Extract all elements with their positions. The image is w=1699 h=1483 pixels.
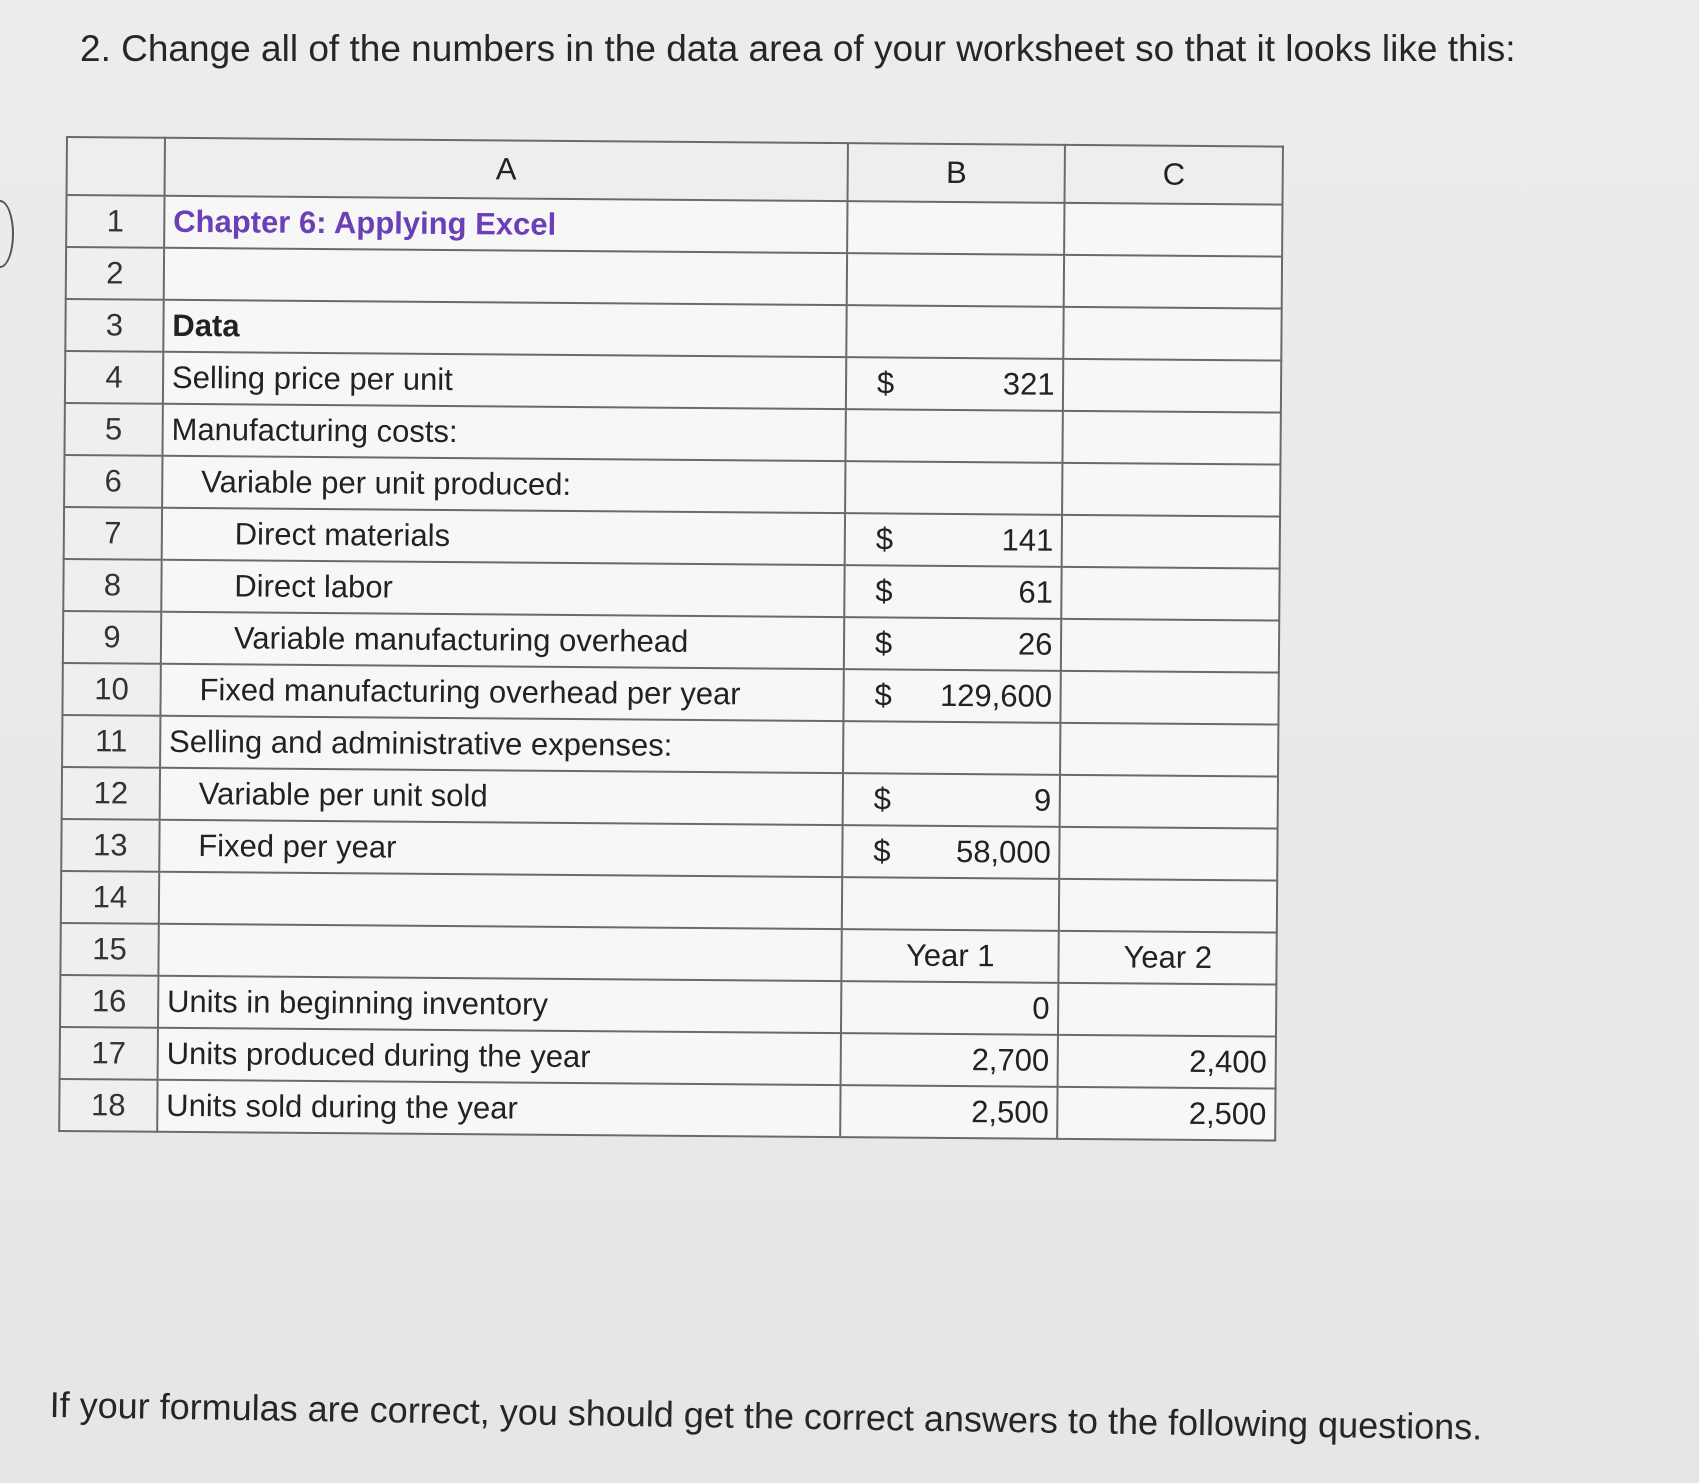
table-row: [62, 715, 1278, 777]
row-number[interactable]: 4: [65, 351, 163, 404]
cell-b[interactable]: [844, 565, 1062, 619]
cell-b[interactable]: [842, 825, 1060, 879]
worksheet: [58, 136, 1284, 1142]
row-number[interactable]: 5: [64, 403, 162, 456]
row-number[interactable]: 15: [60, 923, 158, 976]
currency-symbol: $: [874, 677, 892, 713]
cell-value: 58,000: [955, 834, 1051, 870]
table-row: [62, 767, 1278, 829]
cell-b[interactable]: 2,500: [840, 1085, 1058, 1139]
row-number[interactable]: 12: [62, 767, 160, 820]
cell-c[interactable]: [1060, 723, 1278, 777]
cell-a[interactable]: Variable per unit sold: [160, 768, 843, 825]
cell-a[interactable]: Chapter 6: Applying Excel: [164, 196, 847, 253]
worksheet-body: [59, 195, 1282, 1141]
instruction-heading: 2. Change all of the numbers in the data area of your worksheet so that it looks like this:: [80, 28, 1516, 69]
cell-a[interactable]: [159, 872, 842, 929]
column-header-row: [67, 137, 1283, 205]
cell-c[interactable]: [1060, 775, 1278, 829]
table-row: [63, 559, 1279, 621]
row-number[interactable]: 11: [62, 715, 160, 768]
cell-a[interactable]: [158, 924, 841, 981]
cell-a[interactable]: Fixed manufacturing overhead per year: [160, 664, 843, 721]
cell-b[interactable]: [847, 253, 1065, 307]
cell-c[interactable]: [1061, 619, 1279, 673]
table-row: [64, 403, 1280, 465]
cell-a[interactable]: Data: [163, 300, 846, 357]
table-row: [60, 1027, 1276, 1089]
table-row: [64, 507, 1280, 569]
cell-value: 321: [1002, 366, 1055, 402]
table-row: [60, 975, 1276, 1037]
cell-value: 26: [1017, 626, 1053, 662]
cell-a[interactable]: [164, 248, 847, 305]
cell-a[interactable]: Units in beginning inventory: [158, 976, 841, 1033]
row-number[interactable]: 13: [61, 819, 159, 872]
cell-b[interactable]: [845, 513, 1063, 567]
cell-a[interactable]: Selling and administrative expenses:: [160, 716, 843, 773]
cell-c[interactable]: [1061, 671, 1279, 725]
currency-value: [854, 521, 1054, 559]
cell-b[interactable]: [845, 409, 1063, 463]
cell-c[interactable]: Year 2: [1059, 931, 1277, 985]
cell-c[interactable]: [1064, 307, 1282, 361]
currency-symbol: $: [874, 625, 893, 661]
cell-c[interactable]: [1058, 983, 1276, 1037]
cell-c[interactable]: [1062, 567, 1280, 621]
currency-value: [851, 833, 1051, 871]
cell-b[interactable]: [843, 721, 1061, 775]
row-number[interactable]: 2: [66, 247, 164, 300]
table-row: [66, 247, 1282, 309]
currency-value: [853, 573, 1053, 611]
cell-c[interactable]: [1064, 255, 1282, 309]
row-number[interactable]: 1: [66, 195, 164, 248]
row-number[interactable]: 8: [63, 559, 161, 612]
cell-b[interactable]: [842, 877, 1060, 931]
cell-b[interactable]: [845, 461, 1063, 515]
table-row: [65, 299, 1281, 361]
row-number[interactable]: 6: [64, 455, 162, 508]
cell-c[interactable]: [1059, 879, 1277, 933]
cell-b[interactable]: [843, 773, 1061, 827]
cell-a[interactable]: Direct labor: [161, 560, 844, 617]
cell-b[interactable]: [847, 201, 1065, 255]
cell-a[interactable]: Units produced during the year: [157, 1028, 840, 1085]
cell-c[interactable]: 2,500: [1058, 1087, 1276, 1141]
paper-edge-arc: [0, 200, 14, 268]
table-row: [66, 195, 1282, 257]
cell-c[interactable]: [1062, 515, 1280, 569]
currency-symbol: $: [875, 573, 893, 609]
cell-a[interactable]: Units sold during the year: [157, 1080, 840, 1137]
column-header-c[interactable]: C: [1065, 145, 1283, 205]
table-row: [65, 351, 1281, 413]
cell-value: 141: [1001, 522, 1054, 558]
table-row: [61, 871, 1277, 933]
cell-a[interactable]: Manufacturing costs:: [162, 404, 845, 461]
table-row: [60, 923, 1276, 985]
cell-c[interactable]: 2,400: [1058, 1035, 1276, 1089]
cell-c[interactable]: [1063, 411, 1281, 465]
cell-a[interactable]: Fixed per year: [159, 820, 842, 877]
column-header-a[interactable]: A: [164, 138, 847, 201]
table-row: [62, 663, 1278, 725]
corner-cell: [67, 137, 165, 196]
worksheet-table: [58, 136, 1284, 1142]
cell-b[interactable]: [846, 357, 1064, 411]
cell-c[interactable]: [1063, 359, 1281, 413]
cell-c[interactable]: [1063, 463, 1281, 517]
cell-a[interactable]: Direct materials: [162, 508, 845, 565]
currency-value: [852, 677, 1052, 715]
currency-value: [853, 625, 1053, 663]
cell-b[interactable]: [846, 305, 1064, 359]
row-number[interactable]: 16: [60, 975, 158, 1028]
row-number[interactable]: 17: [60, 1027, 158, 1080]
footer-text: If your formulas are correct, you should get the correct answers to the following questions.: [49, 1384, 1483, 1448]
currency-symbol: $: [875, 521, 894, 557]
cell-value: 9: [1033, 782, 1052, 818]
table-row: [64, 455, 1280, 517]
cell-b[interactable]: [844, 617, 1062, 671]
row-number[interactable]: 9: [63, 611, 161, 664]
cell-c[interactable]: [1065, 203, 1283, 257]
cell-a[interactable]: Selling price per unit: [163, 352, 846, 409]
cell-c[interactable]: [1060, 827, 1278, 881]
table-row: [63, 611, 1279, 673]
cell-b[interactable]: 0: [841, 981, 1059, 1035]
row-number[interactable]: 10: [62, 663, 160, 716]
row-number[interactable]: 18: [59, 1079, 157, 1132]
row-number[interactable]: 3: [65, 299, 163, 352]
cell-value: 129,600: [939, 677, 1053, 714]
currency-value: [855, 365, 1055, 403]
column-header-b[interactable]: B: [847, 143, 1065, 203]
currency-value: [852, 781, 1052, 819]
cell-b[interactable]: Year 1: [841, 929, 1059, 983]
table-row: [61, 819, 1277, 881]
currency-symbol: $: [873, 781, 892, 817]
cell-b[interactable]: 2,700: [840, 1033, 1058, 1087]
cell-b[interactable]: [843, 669, 1061, 723]
cell-value: 61: [1018, 574, 1054, 610]
table-row: [59, 1079, 1275, 1141]
currency-symbol: $: [873, 833, 891, 869]
cell-a[interactable]: Variable per unit produced:: [162, 456, 845, 513]
currency-symbol: $: [876, 365, 895, 401]
cell-a[interactable]: Variable manufacturing overhead: [161, 612, 844, 669]
row-number[interactable]: 14: [61, 871, 159, 924]
row-number[interactable]: 7: [64, 507, 162, 560]
